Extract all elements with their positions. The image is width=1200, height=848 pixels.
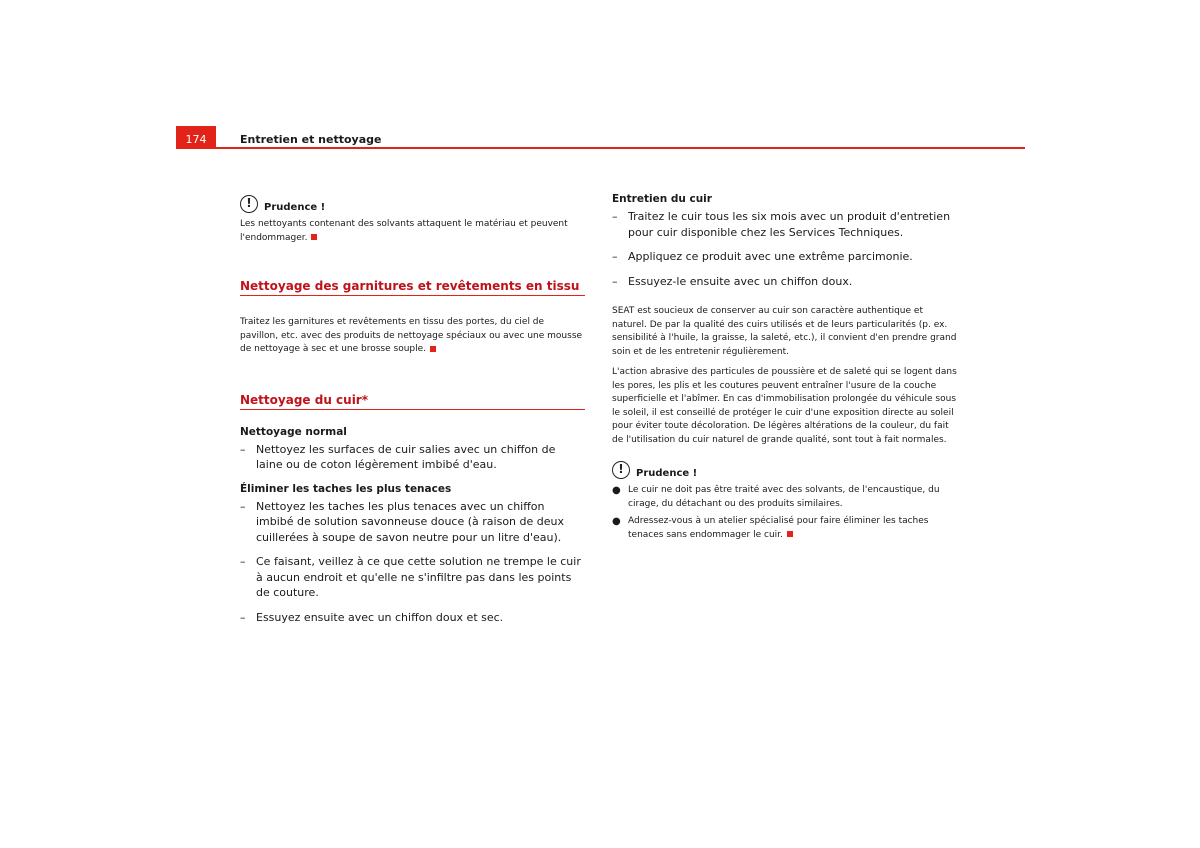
list-item: – Essuyez ensuite avec un chiffon doux et sec. [240,610,504,624]
caution-list [612,484,957,542]
list-item: ● Adressez-vous à un atelier spécialisé pour faire éliminer les taches tenaces sans endommager le cuir. [612,516,929,540]
end-marker-icon [787,531,793,537]
list-item: – Essuyez-le ensuite avec un chiffon doux. [612,274,853,288]
normal-list [240,442,585,473]
paragraph: L'action abrasive des particules de poussière et de saleté qui se logent dans les pores, les plis et les coutures peuvent entraîner l'usure de la couche superficielle et l'abîmer. En cas d'immobilisation prolongée du véhicule sous le soleil, il est conseillé de protéger le cuir d'une exposition directe au soleil pour éviter toute décoloration. De légères altérations de la couleur, du fait de l'utilisation du cuir naturel de grande qualité, sont tout à fait normales. [612,367,957,445]
right-column [612,193,957,542]
subheading-care: Entretien du cuir [612,193,712,205]
section-title-fabric: Nettoyage des garnitures et revêtements en tissu [240,279,585,296]
page-number: 174 [176,126,216,148]
list-item: – Nettoyez les taches les plus tenaces avec un chiffon imbibé de solution savonneuse douce (à raison de deux cuillerées à soupe de savon neutre pour un litre d'eau). [240,499,564,544]
caution-title: Prudence ! [264,202,326,213]
end-marker-icon [311,234,317,240]
left-column [240,195,585,625]
subheading-normal: Nettoyage normal [240,425,347,438]
end-marker-icon [430,346,436,352]
section-text-fabric: Traitez les garnitures et revêtements en tissu des portes, du ciel de pavillon, etc. avec des produits de nettoyage spéciaux ou avec une mousse de nettoyage à sec et une brosse souple. [240,317,583,354]
caution-heading [240,195,585,213]
caution-heading [612,461,957,479]
subheading-stains: Éliminer les taches les plus tenaces [240,482,452,495]
section-title-leather: Nettoyage du cuir* [240,393,585,410]
header-rule [176,147,1025,149]
list-item: – Appliquez ce produit avec une extrême parcimonie. [612,250,913,263]
caution-text: Les nettoyants contenant des solvants attaquent le matériau et peuvent l'endommager. [240,219,568,243]
paragraph: SEAT est soucieux de conserver au cuir son caractère authentique et naturel. De par la qualité des cuirs utilisés et de leurs particularités (p. ex. sensibilité à l'huile, la graisse, la saleté, etc.), il convient d'en prendre grand soin et de les entretenir régulièrement. [612,306,957,357]
chapter-title: Entretien et nettoyage [240,133,382,146]
list-item: – Traitez le cuir tous les six mois avec un produit d'entretien pour cuir disponible chez les Services Techniques. [612,210,951,239]
exclamation-circle-icon: ! [240,195,258,213]
stains-list [240,499,585,626]
list-item: ● Le cuir ne doit pas être traité avec des solvants, de l'encaustique, du cirage, du détachant ou des produits similaires. [612,485,940,509]
exclamation-circle-icon: ! [612,461,630,479]
caution-title: Prudence ! [636,468,698,479]
list-item: – Ce faisant, veillez à ce que cette solution ne trempe le cuir à aucun endroit et qu'elle ne s'infiltre pas dans les points de couture. [240,555,581,599]
list-item: – Nettoyez les surfaces de cuir salies avec un chiffon de laine ou de coton légèrement imbibé d'eau. [240,442,556,471]
care-list [612,209,957,289]
